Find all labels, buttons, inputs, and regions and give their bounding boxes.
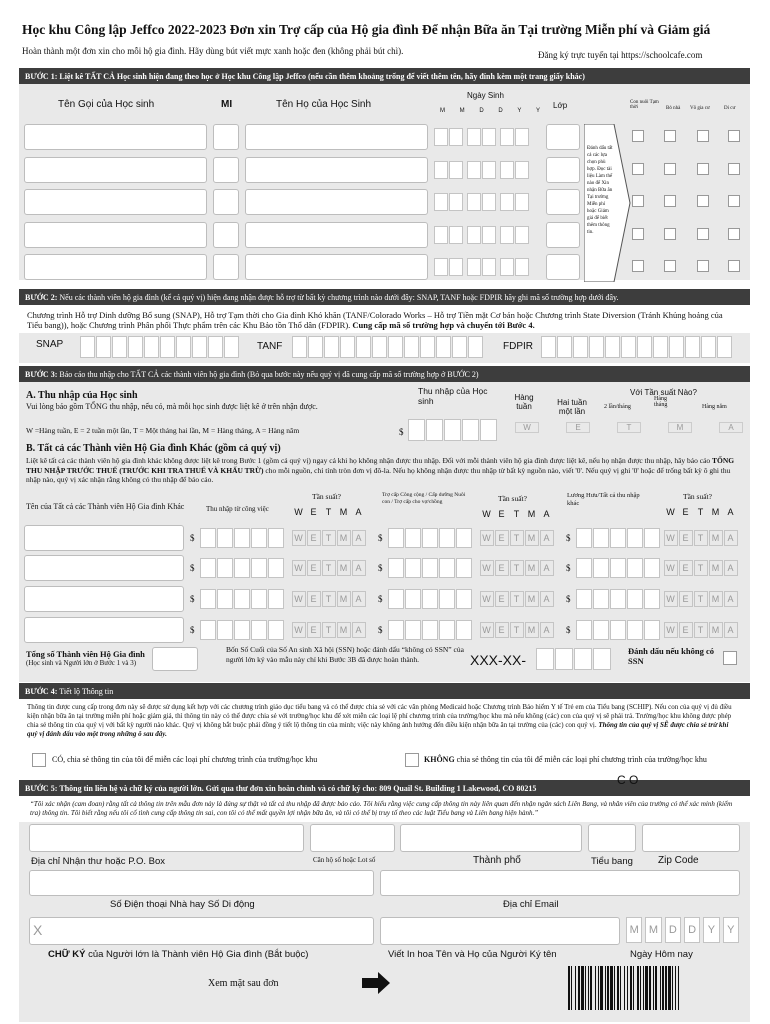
share-yes-checkbox[interactable] [32,753,46,767]
freq-twice: 2 lần/tháng [604,404,631,410]
freq-head-1: W E T M A [294,507,363,517]
print-name-input[interactable] [380,917,620,945]
col-first-name: Tên Gọi của Học sinh [58,99,155,110]
student-last-name-input[interactable] [245,157,428,183]
snap-label: SNAP [36,339,64,350]
digit-cell[interactable] [717,336,732,358]
ssn-cells[interactable] [536,648,612,675]
email-input[interactable] [380,870,740,896]
col-mi: MI [221,99,233,110]
student-dob-input[interactable] [434,193,530,216]
col-grade: Lớp [553,101,568,110]
student-grade-input[interactable] [546,254,580,280]
attestation: “Tôi xác nhận (cam đoan) rằng tất cả thông tin trên mẫu đơn này là đúng sự thật và tất cả thu nhập đã được báo cáo. Tôi hiểu rằng việc cung cấp thông tin này liên quan đến nhận ngân sách Liên Bang, và nhân viên của trường có thể xác minh (kiểm tra) thông tin. Tôi biết rằng nếu tôi cố tình cung cấp thông tin sai, con tôi có thể mất quyền lợi nhận bữa ăn, và tôi có thể bị truy tố theo các luật Tiểu bang và Liên bang hiện hành.” [30,800,733,817]
city-label: Thành phố [473,855,521,866]
share-no-checkbox[interactable] [405,753,419,767]
student-status-checkbox[interactable] [697,195,709,207]
digit-cell[interactable] [557,336,572,358]
student-status-checkbox[interactable] [664,195,676,207]
pension-freq-checks[interactable]: W E T M A [664,560,739,576]
step2-bar: BƯỚC 2: Nếu các thành viên hộ gia đình (kể cả quý vị) hiện đang nhận được hỗ trợ từ bất kỳ chương trình nào dưới đây: SNAP, TANF hoặc FDPIR hãy ghi mã số trường hợp dưới đây. [19,289,750,305]
chk-header-homeless: Vô gia cư [690,106,710,111]
digit-cell[interactable] [96,336,111,358]
step3-bar: BƯỚC 3: Báo cáo thu nhập cho TẤT CẢ các thành viên hộ gia đình (Bỏ qua bước này nếu quý vị đã cung cấp mã số trường hợp ở BƯỚC 2) [19,366,750,382]
pension-freq-checks[interactable]: W E T M A [664,622,739,638]
today-label: Ngày Hôm nay [630,949,693,960]
pension-income-input[interactable] [576,528,661,553]
barcode-icon [566,966,744,1010]
see-back-label: Xem mặt sau đơn [208,978,279,989]
print-name-label: Viết In hoa Tên và Họ của Người Ký tên [388,949,557,960]
work-dollar: $ [190,625,195,635]
no-ssn-label: Đánh dấu nếu không có SSN [628,646,714,666]
member-name-input[interactable] [24,555,184,581]
address-label: Địa chỉ Nhận thư hoặc P.O. Box [31,856,165,867]
digit-cell[interactable] [160,336,175,358]
work-income-input[interactable] [200,558,285,583]
student-status-checkbox[interactable] [632,260,644,272]
work-freq-checks[interactable]: W E T M A [292,591,367,607]
col-dob: Ngày Sinh [467,91,504,100]
freq-monthly: Hàng tháng [654,396,668,408]
fdpir-label: FDPIR [503,341,533,352]
digit-cell[interactable] [452,336,467,358]
freq-yearly: Hàng năm [702,404,727,410]
phone-label: Số Điện thoại Nhà hay Số Di động [110,899,255,910]
member-name-input[interactable] [24,586,184,612]
digit-cell[interactable] [574,648,592,670]
student-mi-input[interactable] [213,157,239,183]
student-status-checkbox[interactable] [632,195,644,207]
member-name-input[interactable] [24,617,184,643]
pension-income-input[interactable] [576,620,661,645]
digit-cell[interactable] [468,336,483,358]
digit-cell[interactable] [555,648,573,670]
zip-input[interactable] [642,824,740,852]
student-dob-input[interactable] [434,161,530,184]
digit-cell[interactable] [192,336,207,358]
student-first-name-input[interactable] [24,189,207,215]
signature-x: X [33,922,43,938]
step4-bar: BƯỚC 4: Tiết lộ Thông tin [19,683,750,699]
student-mi-input[interactable] [213,124,239,150]
co-mark: C O [617,773,639,787]
digit-cell[interactable] [480,419,497,441]
state-input[interactable] [588,824,636,852]
student-status-checkbox[interactable] [632,163,644,175]
digit-cell[interactable] [388,336,403,358]
work-dollar: $ [190,533,195,543]
digit-cell[interactable] [462,419,479,441]
city-input[interactable] [400,824,582,852]
page-subtitle: Hoàn thành một đơn xin cho mỗi hộ gia đình. Hãy dùng bút viết mực xanh hoặc đen (không phải bút chì). [22,46,404,56]
student-dob-input[interactable] [434,128,530,151]
support-income-input[interactable] [388,620,473,645]
col-member-names: Tên của Tất cả các Thành viên Hộ Gia đình Khác [26,502,185,511]
student-status-checkbox[interactable] [728,195,740,207]
phone-input[interactable] [29,870,374,896]
pension-dollar: $ [566,563,571,573]
digit-cell[interactable] [408,419,425,441]
freq-head-2: W E T M A [482,509,551,519]
zip-label: Zip Code [658,855,699,866]
digit-cell[interactable] [144,336,159,358]
pension-dollar: $ [566,625,571,635]
freq-header: Với Tần suất Nào? [630,388,697,397]
digit-cell[interactable] [605,336,620,358]
chk-header-foster: Con nuôi Tạm thời [630,100,659,110]
col-freq-1: Tần suất? [312,492,341,501]
digit-cell[interactable] [593,648,611,670]
digit-cell[interactable] [669,336,684,358]
student-first-name-input[interactable] [24,222,207,248]
digit-cell[interactable] [653,336,668,358]
total-members-title: Tổng số Thành viên Hộ Gia đình [26,649,145,659]
step4-desc: Thông tin được cung cấp trong đơn này sẽ được sử dụng kết hợp với các chương trình giáo dục tiểu bang và có thể được chia sẻ với các văn phòng Medicaid hoặc Chương trình Bảo hiểm Y tế Trẻ em của Tiểu bang (SCHIP). Nếu con của quý vị đủ điều kiện nhận bữa ăn tại trường miễn phí hoặc giảm giá, thì thông tin này có thể được chia sẻ với trường/học khu để xét miễn các loại lệ phí chương trình của trường/học khu mà nếu không (các) con của quý vị sẽ phải trả. Trường/học khu không được phép chia sẻ thông tin của quý vị với bất kỳ người nào khác. Quý vị không bắt buộc phải đồng ý tiết lộ thông tin của mình; việc này không ảnh hưởng đến điều kiện nhận bữa ăn tại trường của (các) con quý vị. Thông tin của quý vị SẼ được chia sẻ trừ khi quý vị đánh dấu vào một trong những ô sau đây. [27,703,732,738]
chk-header-runaway: Bỏ nhà [666,106,681,111]
support-freq-checks[interactable]: W E T M A [480,622,555,638]
student-status-checkbox[interactable] [697,130,709,142]
support-freq-checks[interactable]: W E T M A [480,530,555,546]
support-income-input[interactable] [388,528,473,553]
pension-dollar: $ [566,533,571,543]
work-freq-checks[interactable]: W E T M A [292,622,367,638]
signature-label: CHỮ KÝ của Người lớn là Thành viên Hộ Gia đình (Bắt buộc) [48,949,309,960]
student-status-checkbox[interactable] [728,130,740,142]
income-a-desc: Vui lòng báo gồm TỔNG thu nhập, nếu có, mà mỗi học sinh được liệt kê ở trên nhận được. [26,402,318,411]
student-last-name-input[interactable] [245,189,428,215]
digit-cell[interactable] [372,336,387,358]
student-income-header: Thu nhập của Học sinh [418,386,488,406]
support-income-input[interactable] [388,558,473,583]
student-status-checkbox[interactable] [728,228,740,240]
support-dollar: $ [378,533,383,543]
digit-cell[interactable] [208,336,223,358]
student-dob-input[interactable] [434,226,530,249]
student-mi-input[interactable] [213,189,239,215]
tanf-input[interactable] [292,336,484,363]
no-ssn-checkbox[interactable] [723,651,737,665]
digit-cell[interactable] [324,336,339,358]
tanf-label: TANF [257,341,283,352]
digit-cell[interactable] [536,648,554,670]
digit-cell[interactable] [128,336,143,358]
digit-cell[interactable] [356,336,371,358]
student-last-name-input[interactable] [245,124,428,150]
student-mi-input[interactable] [213,254,239,280]
work-income-input[interactable] [200,528,285,553]
pension-dollar: $ [566,594,571,604]
digit-cell[interactable] [685,336,700,358]
digit-cell[interactable] [637,336,652,358]
digit-cell[interactable] [426,419,443,441]
work-income-input[interactable] [200,620,285,645]
work-dollar: $ [190,563,195,573]
digit-cell[interactable] [701,336,716,358]
digit-cell[interactable] [112,336,127,358]
freq-biweekly: Hai tuần một lần [557,398,587,416]
ssn-instructions: Bốn Số Cuối của Số An sinh Xã hội (SSN) hoặc đánh dấu “không có SSN” của người lớn ký vào mẫu này chỉ khi Bước 3B đã được hoàn thành. [226,645,464,664]
col-work-income: Thu nhập từ công việc [206,505,269,513]
digit-cell[interactable] [176,336,191,358]
digit-cell[interactable] [573,336,588,358]
digit-cell[interactable] [224,336,239,358]
support-dollar: $ [378,594,383,604]
arrow-right-icon [362,972,390,994]
digit-cell[interactable] [621,336,636,358]
digit-cell[interactable] [308,336,323,358]
student-status-checkbox[interactable] [632,228,644,240]
support-dollar: $ [378,563,383,573]
pension-income-input[interactable] [576,589,661,614]
support-freq-checks[interactable]: W E T M A [480,591,555,607]
address-input[interactable] [29,824,304,852]
student-first-name-input[interactable] [24,254,207,280]
member-name-input[interactable] [24,525,184,551]
support-freq-checks[interactable]: W E T M A [480,560,555,576]
apt-label: Căn hộ số hoặc Lot số [313,856,376,864]
support-income-input[interactable] [388,589,473,614]
student-status-checkbox[interactable] [664,163,676,175]
apt-input[interactable] [310,824,395,852]
student-grade-input[interactable] [546,157,580,183]
student-status-checkbox[interactable] [632,130,644,142]
student-dob-input[interactable] [434,258,530,281]
pension-income-input[interactable] [576,558,661,583]
student-freq-checks[interactable]: W E T M A [515,422,743,433]
student-status-checkbox[interactable] [728,260,740,272]
work-freq-checks[interactable]: W E T M A [292,530,367,546]
work-freq-checks[interactable]: W E T M A [292,560,367,576]
total-members-input[interactable] [152,647,198,671]
state-label: Tiểu bang [591,856,633,867]
date-input[interactable]: M M D D Y Y [626,917,740,945]
student-status-checkbox[interactable] [697,163,709,175]
student-income-dollar: $ [399,427,404,437]
col-freq-3: Tần suất? [683,492,712,501]
fdpir-input[interactable] [541,336,733,363]
digit-cell[interactable] [444,419,461,441]
income-b-title: B. Tất cả các Thành viên Hộ Gia đình Khác (gồm cả quý vị) [26,443,281,454]
email-label: Địa chỉ Email [503,899,559,910]
student-grade-input[interactable] [546,189,580,215]
student-first-name-input[interactable] [24,157,207,183]
page-title: Học khu Công lập Jeffco 2022-2023 Đơn xin Trợ cấp của Hộ gia đình Để nhận Bữa ăn Tại trường Miễn phí và Giảm giá [22,22,711,37]
step1-bar: BƯỚC 1: Liệt kê TẤT CẢ Học sinh hiện đang theo học ở Học khu Công lập Jeffco (nếu cần thêm khoảng trống để viết thêm tên, hãy đính kèm một trang giấy khác) [19,68,750,84]
freq-weekly: Hàng tuần [514,393,534,411]
digit-cell[interactable] [589,336,604,358]
col-support: Trợ cấp Công cộng / Cấp dưỡng Nuôi con / Trợ cấp cho vợ/chồng [382,492,466,505]
col-pension: Lương Hưu/Tất cả thu nhập khác [567,492,640,507]
student-mi-input[interactable] [213,222,239,248]
dob-letters: M M D D Y Y [440,108,540,114]
digit-cell[interactable] [436,336,451,358]
share-yes-label: CÓ, chia sẻ thông tin của tôi để miễn các loại phí chương trình của trường/học khu [52,755,318,764]
work-income-input[interactable] [200,589,285,614]
freq-head-3: W E T M A [666,507,735,517]
col-freq-2: Tần suất? [498,494,527,503]
freq-legend: W =Hàng tuần, E = 2 tuần một lần, T = Một tháng hai lần, M = Hàng tháng, A = Hàng năm [26,426,300,435]
digit-cell[interactable] [292,336,307,358]
digit-cell[interactable] [404,336,419,358]
student-grade-input[interactable] [546,124,580,150]
student-last-name-input[interactable] [245,222,428,248]
total-members-note: (Học sinh và Người lớn ở Bước 1 và 3) [26,659,137,667]
student-status-checkbox[interactable] [728,163,740,175]
snap-input[interactable] [80,336,240,363]
ssn-input[interactable]: XXX-XX- [470,652,527,668]
support-dollar: $ [378,625,383,635]
online-link[interactable]: Đăng ký trực tuyến tại https://schoolcafe.com [538,50,703,60]
student-first-name-input[interactable] [24,124,207,150]
student-status-checkbox[interactable] [664,228,676,240]
share-no-label: KHÔNG chia sẻ thông tin của tôi để miễn các loại phí chương trình của trường/học khu [424,755,707,764]
step2-desc: Chương trình Hỗ trợ Dinh dưỡng Bổ sung (SNAP), Hỗ trợ Tạm thời cho Gia đình Khó khăn (TANF/Colorado Works – Hỗ trợ Tiền mặt Cơ bản hoặc Chương trình State Diversion (Tránh Khủng hoảng của Tiểu bang)), hoặc Chương trình Phân phối Thực phẩm trên các Khu Bảo tồn Thổ dân (FDPIR). Cung cấp mã số trường hợp và chuyển tới Bước 4. [27,310,723,330]
signature-input[interactable] [29,917,374,945]
digit-cell[interactable] [80,336,95,358]
pension-freq-checks[interactable]: W E T M A [664,530,739,546]
arrow-note-text: Đánh dấu tất cả các lựa chọn phù hợp. Đọc tài liệu Làm thế nào để Xin nhận Bữa ăn Tại trường Miễn phí hoặc Giảm giá để biết thêm thông tin. [587,146,613,235]
student-status-checkbox[interactable] [664,130,676,142]
col-last-name: Tên Họ của Học Sinh [276,99,372,110]
digit-cell[interactable] [541,336,556,358]
student-status-checkbox[interactable] [697,228,709,240]
digit-cell[interactable] [340,336,355,358]
student-status-checkbox[interactable] [697,260,709,272]
student-grade-input[interactable] [546,222,580,248]
pension-freq-checks[interactable]: W E T M A [664,591,739,607]
chk-header-migrant: Di cư [724,106,736,111]
work-dollar: $ [190,594,195,604]
student-income-input[interactable] [408,419,498,446]
digit-cell[interactable] [420,336,435,358]
step5-bar: BƯỚC 5: Thông tin liên hệ và chữ ký của người lớn. Gửi qua thư đơn xin hoàn chỉnh và có chữ ký cho: 809 Quail St. Building 1 Lakewood, CO 80215 [19,780,750,796]
income-a-title: A. Thu nhập của Học sinh [26,390,138,401]
student-status-checkbox[interactable] [664,260,676,272]
student-last-name-input[interactable] [245,254,428,280]
income-b-desc: Liệt kê tất cả các thành viên hộ gia đình khác không được liệt kê trong Bước 1 (gồm cả quý vị) ngay cả khi họ không nhận được thu nhập. Đối với mỗi thành viên hộ gia đình được liệt kê, nếu họ nhận được thu nhập, hãy báo cáo TỔNG THU NHẬP TRƯỚC THUẾ (TRƯỚC KHI TRA THUẾ VÀ KHẤU TRỪ) cho mỗi nguồn, chỉ tính tròn đơn vị đô-la. Nếu họ không nhận được thu nhập từ bất kỳ nguồn nào, viết '0'. Nếu quý vị ghi '0' hoặc để trống bất kỳ ô ghi thu nhập nào, quý vị xác nhận rằng không có thu nhập để báo cáo. [26,456,735,484]
